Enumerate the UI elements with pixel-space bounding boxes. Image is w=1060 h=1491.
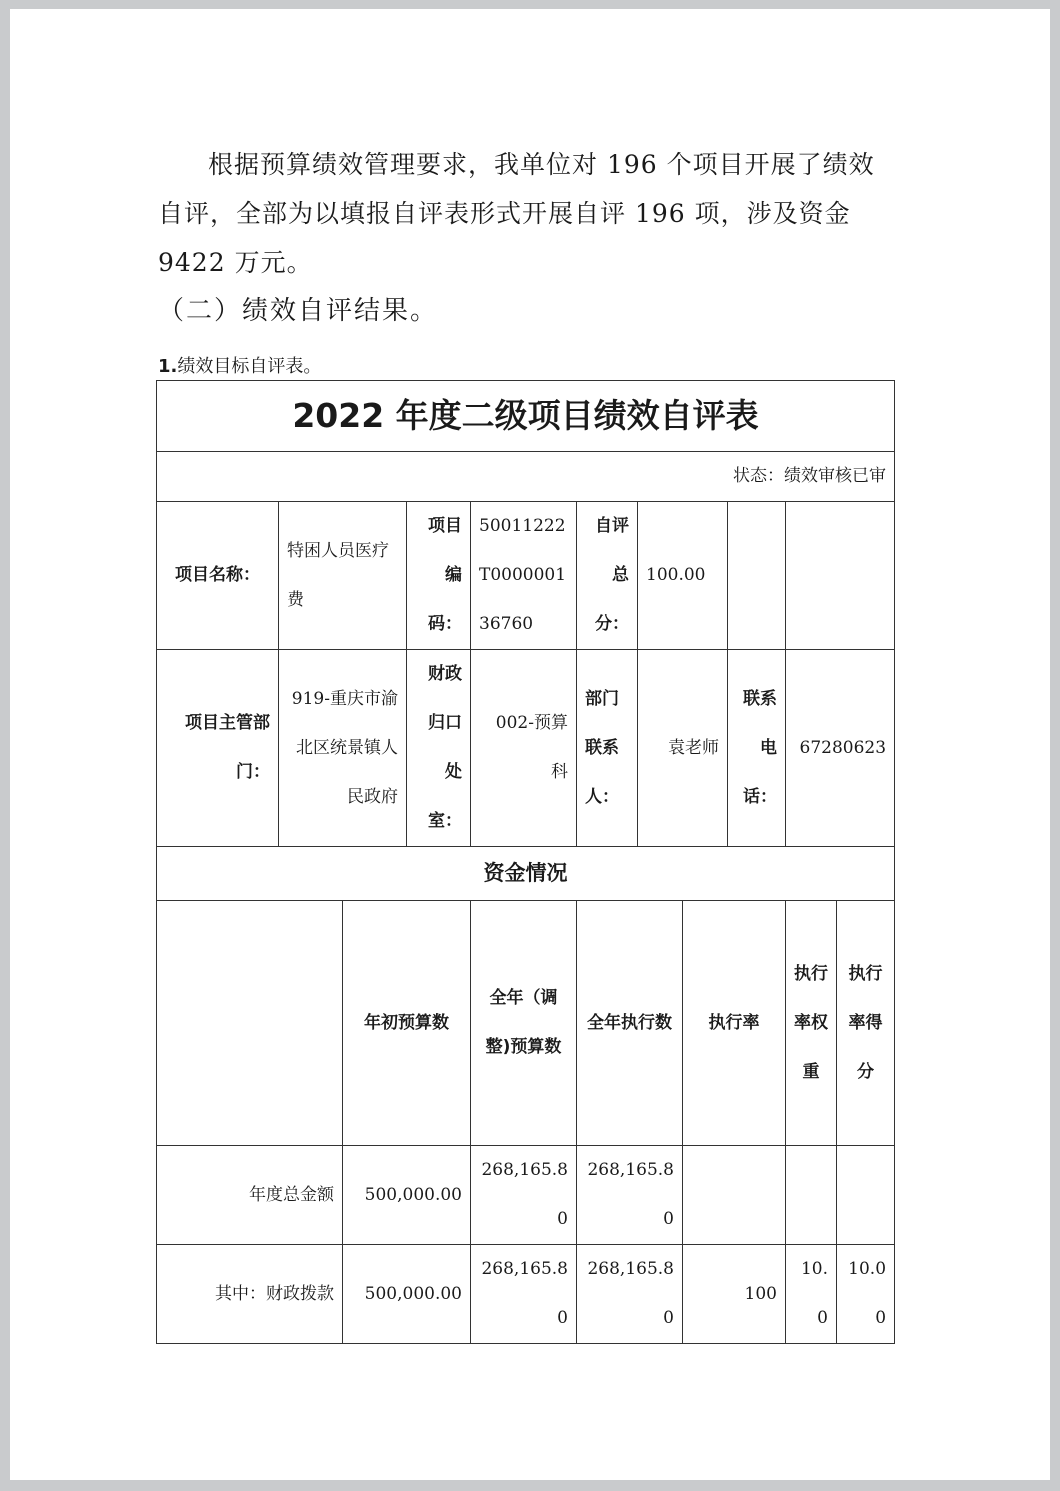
funding-section-title: 资金情况 (157, 847, 895, 901)
project-name-label: 项目名称： (157, 502, 279, 650)
phone-value: 67280623 (786, 650, 895, 847)
empty-cell (786, 502, 895, 650)
caption-number: 1. (158, 356, 178, 377)
row-label: 年度总金额 (157, 1146, 343, 1245)
row-exec-rate: 100 (683, 1245, 786, 1344)
self-score-value: 100.00 (638, 502, 728, 650)
header-rate-weight: 执行率权重 (786, 901, 837, 1146)
header-initial-budget: 年初预算数 (343, 901, 471, 1146)
contact-label: 部门联系人： (577, 650, 638, 847)
project-code-label: 项目编码： (407, 502, 471, 650)
phone-label: 联系电话： (728, 650, 786, 847)
row-adjusted-budget: 268,165.80 (471, 1146, 577, 1245)
contact-value: 袁老师 (638, 650, 728, 847)
funding-header-empty (157, 901, 343, 1146)
dept-label: 项目主管部门： (157, 650, 279, 847)
row-rate-score: 10.00 (837, 1245, 895, 1344)
header-adjusted-budget: 全年（调整)预算数 (471, 901, 577, 1146)
row-label: 其中：财政拨款 (157, 1245, 343, 1344)
self-evaluation-table (156, 380, 895, 1344)
row-adjusted-budget: 268,165.80 (471, 1245, 577, 1344)
row-rate-weight (786, 1146, 837, 1245)
section-heading: （二）绩效自评结果。 (158, 296, 439, 326)
row-initial-budget: 500,000.00 (343, 1245, 471, 1344)
table-row (157, 1245, 895, 1344)
row-executed: 268,165.80 (577, 1245, 683, 1344)
finance-office-label: 财政归口处室： (407, 650, 471, 847)
table-title: 2022 年度二级项目绩效自评表 (157, 381, 895, 452)
self-score-label: 自评总分： (577, 502, 638, 650)
dept-value: 919-重庆市渝北区统景镇人民政府 (279, 650, 407, 847)
row-exec-rate (683, 1146, 786, 1245)
finance-office-value: 002-预算科 (471, 650, 577, 847)
intro-paragraph: 根据预算绩效管理要求，我单位对 196 个项目开展了绩效自评，全部为以填报自评表形式开展自评 196 项，涉及资金 9422 万元。 (158, 150, 875, 277)
row-initial-budget: 500,000.00 (343, 1146, 471, 1245)
row-rate-weight: 10.0 (786, 1245, 837, 1344)
project-code-value: 50011222T000000136760 (471, 502, 577, 650)
table-caption (158, 352, 321, 378)
project-name-value: 特困人员医疗费 (279, 502, 407, 650)
status-text: 状态：绩效审核已审 (157, 452, 895, 502)
empty-cell (728, 502, 786, 650)
row-executed: 268,165.80 (577, 1146, 683, 1245)
header-rate-score: 执行率得分 (837, 901, 895, 1146)
header-exec-rate: 执行率 (683, 901, 786, 1146)
table-row (157, 1146, 895, 1245)
row-rate-score (837, 1146, 895, 1245)
caption-text: 绩效目标自评表。 (177, 356, 322, 377)
header-executed: 全年执行数 (577, 901, 683, 1146)
